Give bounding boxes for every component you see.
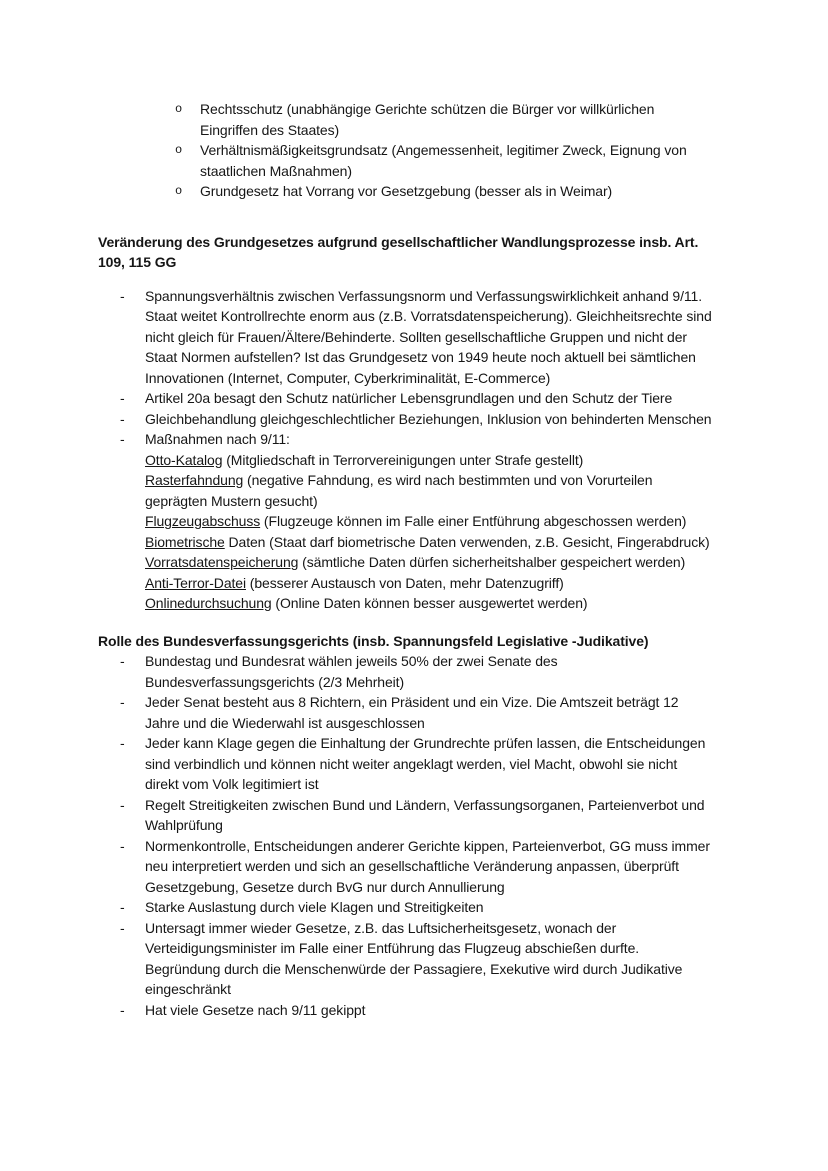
list-item xyxy=(120,836,712,898)
list-item xyxy=(120,795,712,836)
dash-bullet-marker: - xyxy=(120,1001,125,1018)
list-item-main-line xyxy=(145,409,712,430)
text-run: Verhältnismäßigkeitsgrundsatz (Angemessenheit, legitimer Zweck, Eignung von staatlichen Maßnahmen) xyxy=(200,142,687,179)
underlined-term: Onlinedurchsuchung xyxy=(145,595,272,611)
list-item xyxy=(120,1000,712,1021)
list-item-text xyxy=(145,429,712,614)
list-item-main-line xyxy=(145,388,712,409)
dash-bullet-marker: - xyxy=(120,919,125,936)
sub-line xyxy=(145,450,712,471)
list-item-main-line xyxy=(145,429,712,450)
text-run: (negative Fahndung, es wird nach bestimmten und von Vorurteilen geprägten Mustern gesucht) xyxy=(145,472,653,509)
list-item-text xyxy=(145,733,712,795)
text-run: Grundgesetz hat Vorrang vor Gesetzgebung (besser als in Weimar) xyxy=(200,183,613,199)
dash-bullet-marker: - xyxy=(120,431,125,447)
text-run: (sämtliche Daten dürfen sicherheitshalber gespeichert werden) xyxy=(298,554,686,570)
list-item-main-line xyxy=(145,286,712,389)
underlined-term: Anti-Terror-Datei xyxy=(145,574,246,591)
list-item-text xyxy=(145,918,712,1000)
list-item-text xyxy=(145,409,712,430)
list-item xyxy=(175,140,712,181)
list-item-text xyxy=(145,795,712,836)
list-item xyxy=(120,429,712,614)
text-run: Rechtsschutz (unabhängige Gerichte schützen die Bürger vor willkürlichen Eingriffen des Staates) xyxy=(200,101,655,138)
dash-bullet-marker: - xyxy=(120,390,125,406)
text-run: Gleichbehandlung gleichgeschlechtlicher Beziehungen, Inklusion von behinderten Menschen xyxy=(145,410,712,427)
dash-bullet-marker: - xyxy=(120,735,125,751)
underlined-term: Biometrische xyxy=(145,533,225,550)
dash-list xyxy=(98,651,712,1020)
sub-line xyxy=(145,470,712,511)
section-heading: Veränderung des Grundgesetzes aufgrund gesellschaftlicher Wandlungsprozesse insb. Art. 109, 115 GG xyxy=(98,233,699,270)
text-run: Daten (Staat darf biometrische Daten verwenden, z.B. Gesicht, Fingerabdruck) xyxy=(224,533,710,550)
text-run: Jeder Senat besteht aus 8 Richtern, ein Präsident und ein Vize. Die Amtszeit beträgt 12 Jahre und die Wiederwahl ist ausgeschlossen xyxy=(145,694,679,731)
circle-bullet-marker: o xyxy=(175,102,183,116)
list-item-text xyxy=(200,181,712,202)
underlined-term: Flugzeugabschuss xyxy=(145,513,261,529)
text-run: Untersagt immer wieder Gesetze, z.B. das Luftsicherheitsgesetz, wonach der Verteidigungsminister im Falle einer Entführung das Flugzeug abschießen durfte. Begründung durch die Menschenwürde der Passagiere, Exekutive wird durch Judikative eingeschränkt xyxy=(145,919,683,997)
dash-bullet-marker: - xyxy=(120,796,125,813)
list-item-main-line xyxy=(145,1000,712,1021)
list-item xyxy=(175,99,712,140)
underlined-term: Rasterfahndung xyxy=(145,472,244,488)
list-item xyxy=(120,286,712,389)
circle-list xyxy=(98,99,712,202)
circle-bullet-marker: o xyxy=(175,143,183,157)
underlined-term: Vorratsdatenspeicherung xyxy=(145,554,299,570)
text-run: Regelt Streitigkeiten zwischen Bund und Ländern, Verfassungsorganen, Parteienverbot und Wahlprüfung xyxy=(145,796,705,833)
text-run: Normenkontrolle, Entscheidungen anderer Gerichte kippen, Parteienverbot, GG muss immer neu interpretiert werden und sich an gesellschaftliche Veränderung anpassen, überprüft Gesetzgebung, Gesetze durch BvG nur durch Annullierung xyxy=(145,837,710,895)
list-item-main-line xyxy=(145,897,712,918)
list-item-text xyxy=(145,286,712,389)
underlined-term: Otto-Katalog xyxy=(145,451,223,468)
list-item-main-line xyxy=(145,692,712,733)
list-item xyxy=(120,651,712,692)
section-heading: Rolle des Bundesverfassungsgerichts (insb. Spannungsfeld Legislative -Judikative) xyxy=(98,632,649,649)
sub-line xyxy=(145,511,712,532)
list-item-main-line xyxy=(145,918,712,1000)
circle-bullet-marker: o xyxy=(175,184,183,198)
list-item-main-line xyxy=(145,733,712,795)
text-run: Artikel 20a besagt den Schutz natürlicher Lebensgrundlagen und den Schutz der Tiere xyxy=(145,390,673,406)
text-run: Spannungsverhältnis zwischen Verfassungsnorm und Verfassungswirklichkeit anhand 9/11. Staat weitet Kontrollrechte enorm aus (z.B. Vorratsdatenspeicherung). Gleichheitsrechte sind nicht gleich für Frauen/Ältere/Behinderte. Sollten gesellschaftliche Gruppen und nicht der Staat Normen aufstellen? Ist das Grundgesetz von 1949 heute noch aktuell bei sämtlichen Innovationen (Internet, Computer, Cyberkriminalität, E-Commerce) xyxy=(145,287,712,386)
dash-bullet-marker: - xyxy=(120,694,125,710)
list-item-text xyxy=(200,99,712,140)
list-item-main-line xyxy=(145,836,712,898)
list-item-main-line xyxy=(200,181,712,202)
dash-bullet-marker: - xyxy=(120,899,125,915)
dash-bullet-marker: - xyxy=(120,287,125,304)
list-item-text xyxy=(145,897,712,918)
list-item-main-line xyxy=(200,140,712,181)
text-run: (Mitgliedschaft in Terrorvereinigungen unter Strafe gestellt) xyxy=(222,451,584,468)
list-item-main-line xyxy=(145,795,712,836)
sub-line xyxy=(145,552,712,573)
list-item-text xyxy=(145,388,712,409)
list-item-text xyxy=(145,692,712,733)
text-run: (Flugzeuge können im Falle einer Entführung abgeschossen werden) xyxy=(260,513,687,529)
sub-line xyxy=(145,573,712,594)
text-run: (Online Daten können besser ausgewertet werden) xyxy=(271,595,588,611)
text-run: Maßnahmen nach 9/11: xyxy=(145,431,290,447)
dash-bullet-marker: - xyxy=(120,653,125,669)
list-item xyxy=(120,918,712,1000)
list-item-text xyxy=(145,651,712,692)
list-item xyxy=(120,897,712,918)
list-item-main-line xyxy=(200,99,712,140)
sub-line xyxy=(145,593,712,614)
list-item-text xyxy=(145,1000,712,1021)
list-item xyxy=(120,733,712,795)
text-run: (besserer Austausch von Daten, mehr Datenzugriff) xyxy=(246,574,564,591)
list-item xyxy=(120,409,712,430)
list-item xyxy=(175,181,712,202)
text-run: Hat viele Gesetze nach 9/11 gekippt xyxy=(145,1001,366,1018)
text-run: Bundestag und Bundesrat wählen jeweils 50% der zwei Senate des Bundesverfassungsgerichts (2/3 Mehrheit) xyxy=(145,653,558,690)
dash-list xyxy=(98,286,712,614)
list-item xyxy=(120,388,712,409)
list-item-main-line xyxy=(145,651,712,692)
text-run: Jeder kann Klage gegen die Einhaltung der Grundrechte prüfen lassen, die Entscheidungen sind verbindlich und können nicht weiter angeklagt werden, viel Macht, obwohl sie nicht direkt vom Volk legitimiert ist xyxy=(145,735,706,792)
list-item-text xyxy=(145,836,712,898)
text-run: Starke Auslastung durch viele Klagen und Streitigkeiten xyxy=(145,899,484,915)
list-item-text xyxy=(200,140,712,181)
sub-line xyxy=(145,532,712,553)
list-item xyxy=(120,692,712,733)
document-body xyxy=(98,99,712,1020)
dash-bullet-marker: - xyxy=(120,410,125,427)
dash-bullet-marker: - xyxy=(120,837,125,854)
